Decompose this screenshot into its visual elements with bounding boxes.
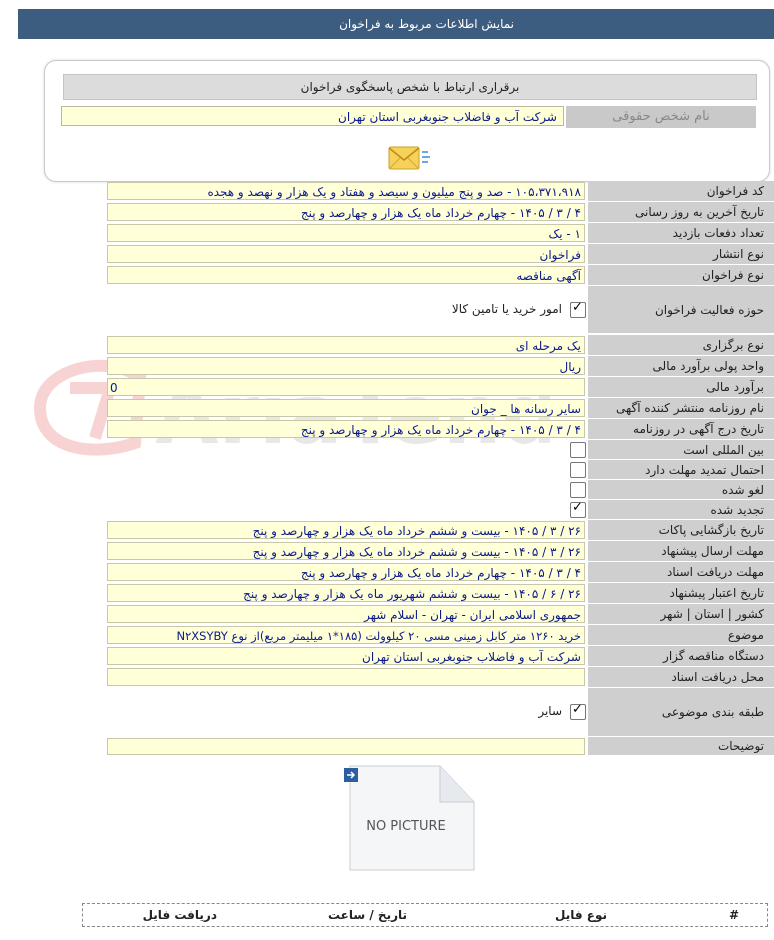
row-opening-date bbox=[107, 520, 774, 541]
cancelled-checkbox[interactable] bbox=[570, 482, 586, 498]
label-submit-deadline: مهلت ارسال پیشنهاد bbox=[588, 541, 774, 562]
label-currency: واحد پولی برآورد مالی bbox=[588, 356, 774, 377]
value-last-update: ۴ / ۳ / ۱۴۰۵ - چهارم خرداد ماه یک هزار و چهارصد و پنج bbox=[107, 203, 585, 221]
row-doc-place bbox=[107, 667, 774, 688]
contact-panel bbox=[44, 60, 770, 182]
value-visits: ۱ - یک bbox=[107, 224, 585, 242]
label-activity: حوزه فعالیت فراخوان bbox=[588, 286, 774, 334]
renewed-checkbox[interactable] bbox=[570, 502, 586, 518]
row-validity bbox=[107, 583, 774, 604]
value-doc-place bbox=[107, 668, 585, 686]
label-estimate: برآورد مالی bbox=[588, 377, 774, 398]
label-category: طبقه بندی موضوعی bbox=[588, 688, 774, 737]
row-code bbox=[107, 181, 774, 202]
label-international: بین المللی است bbox=[588, 440, 774, 460]
value-opening-date: ۲۶ / ۳ / ۱۴۰۵ - بیست و ششم خرداد ماه یک هزار و چهارصد و پنج bbox=[107, 521, 585, 539]
row-currency bbox=[107, 356, 774, 377]
row-newspaper bbox=[107, 398, 774, 419]
row-cancelled bbox=[107, 480, 774, 500]
value-doc-deadline: ۴ / ۳ / ۱۴۰۵ - چهارم خرداد ماه یک هزار و چهارصد و پنج bbox=[107, 563, 585, 581]
file-col-date: تاریخ / ساعت bbox=[327, 908, 407, 922]
row-subject bbox=[107, 625, 774, 646]
value-currency: ریال bbox=[107, 357, 585, 375]
page-header bbox=[18, 9, 774, 39]
row-activity bbox=[107, 286, 774, 334]
mail-icon[interactable] bbox=[387, 141, 431, 175]
value-subject: خرید ۱۲۶۰ متر کابل زمینی مسی ۲۰ کیلوولت (۱۸۵*۱ میلیمتر مربع)از نوع N۲XSYBY bbox=[107, 626, 585, 644]
row-renewed bbox=[107, 500, 774, 520]
row-newspaper-date bbox=[107, 419, 774, 440]
value-location: جمهوری اسلامی ایران - تهران - اسلام شهر bbox=[107, 605, 585, 623]
label-location: کشور | استان | شهر bbox=[588, 604, 774, 625]
file-col-type: نوع فایل bbox=[555, 908, 607, 922]
row-organizer bbox=[107, 646, 774, 667]
row-category bbox=[107, 688, 774, 737]
value-newspaper-date: ۴ / ۳ / ۱۴۰۵ - چهارم خرداد ماه یک هزار و چهارصد و پنج bbox=[107, 420, 585, 438]
label-cancelled: لغو شده bbox=[588, 480, 774, 500]
international-checkbox[interactable] bbox=[570, 442, 586, 458]
label-doc-place: محل دریافت اسناد bbox=[588, 667, 774, 688]
activity-checkbox[interactable] bbox=[570, 302, 586, 318]
label-newspaper-date: تاریخ درج آگهی در روزنامه bbox=[588, 419, 774, 440]
label-publish-type: نوع انتشار bbox=[588, 244, 774, 265]
row-doc-deadline bbox=[107, 562, 774, 583]
row-description bbox=[107, 737, 774, 756]
label-subject: موضوع bbox=[588, 625, 774, 646]
legal-person-label: نام شخص حقوقی bbox=[566, 106, 756, 128]
page-title: نمایش اطلاعات مربوط به فراخوان bbox=[339, 17, 514, 31]
label-hold-type: نوع برگزاری bbox=[588, 335, 774, 356]
row-last-update bbox=[107, 202, 774, 223]
row-submit-deadline bbox=[107, 541, 774, 562]
row-international bbox=[107, 440, 774, 460]
label-visits: تعداد دفعات بازدید bbox=[588, 223, 774, 244]
legal-person-row bbox=[61, 106, 756, 128]
label-doc-deadline: مهلت دریافت اسناد bbox=[588, 562, 774, 583]
label-last-update: تاریخ آخرین به روز رسانی bbox=[588, 202, 774, 223]
category-check-label: سایر bbox=[538, 704, 562, 718]
label-renewed: تجدید شده bbox=[588, 500, 774, 520]
row-publish-type bbox=[107, 244, 774, 265]
value-description bbox=[107, 738, 585, 755]
value-call-type: آگهی مناقصه bbox=[107, 266, 585, 284]
no-picture-image bbox=[338, 762, 478, 874]
file-table-header bbox=[82, 903, 768, 927]
label-validity: تاریخ اعتبار پیشنهاد bbox=[588, 583, 774, 604]
label-extension: احتمال تمدید مهلت دارد bbox=[588, 460, 774, 480]
label-description: توضیحات bbox=[588, 737, 774, 756]
row-location bbox=[107, 604, 774, 625]
file-col-download: دریافت فایل bbox=[142, 908, 217, 922]
legal-person-value: شرکت آب و فاضلاب جنوبغربی استان تهران bbox=[61, 106, 564, 126]
file-col-number: # bbox=[728, 908, 739, 922]
value-newspaper: سایر رسانه ها _ جوان bbox=[107, 399, 585, 417]
value-submit-deadline: ۲۶ / ۳ / ۱۴۰۵ - بیست و ششم خرداد ماه یک هزار و چهارصد و پنج bbox=[107, 542, 585, 560]
value-publish-type: فراخوان bbox=[107, 245, 585, 263]
row-call-type bbox=[107, 265, 774, 286]
label-newspaper: نام روزنامه منتشر کننده آگهی bbox=[588, 398, 774, 419]
value-hold-type: یک مرحله ای bbox=[107, 336, 585, 354]
row-extension bbox=[107, 460, 774, 480]
no-picture-text: NO PICTURE bbox=[366, 819, 446, 834]
value-estimate: 0 bbox=[107, 378, 585, 396]
label-call-type: نوع فراخوان bbox=[588, 265, 774, 286]
value-code: ۱۰۵،۳۷۱،۹۱۸ - صد و پنج میلیون و سیصد و هفتاد و یک هزار و نهصد و هجده bbox=[107, 182, 585, 200]
row-visits bbox=[107, 223, 774, 244]
label-code: کد فراخوان bbox=[588, 181, 774, 202]
value-organizer: شرکت آب و فاضلاب جنوبغربی استان تهران bbox=[107, 647, 585, 665]
label-opening-date: تاریخ بازگشایی پاکات bbox=[588, 520, 774, 541]
extension-checkbox[interactable] bbox=[570, 462, 586, 478]
row-hold-type bbox=[107, 335, 774, 356]
activity-check-label: امور خرید یا تامین کالا bbox=[451, 302, 562, 316]
value-validity: ۲۶ / ۶ / ۱۴۰۵ - بیست و ششم شهریور ماه یک هزار و چهارصد و پنج bbox=[107, 584, 585, 602]
row-estimate bbox=[107, 377, 774, 398]
category-checkbox[interactable] bbox=[570, 704, 586, 720]
contact-title: برقراری ارتباط با شخص پاسخگوی فراخوان bbox=[63, 74, 757, 100]
label-organizer: دستگاه مناقصه گزار bbox=[588, 646, 774, 667]
